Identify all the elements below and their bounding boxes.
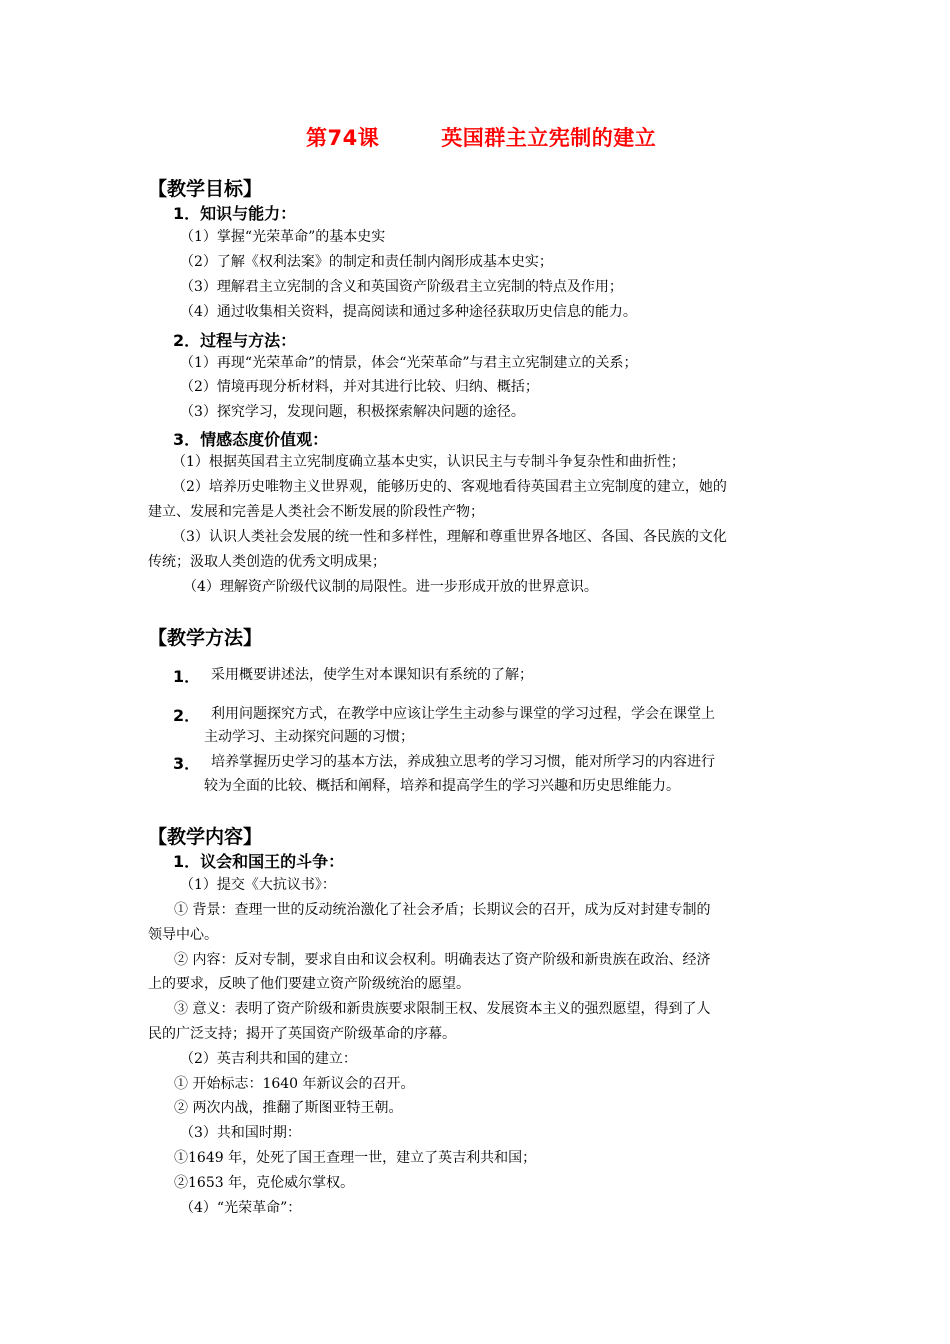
method-line: 较为全面的比较、概括和阐释，培养和提高学生的学习兴趣和历史思维能力。 (204, 778, 680, 794)
lesson-title (306, 122, 656, 152)
content-line: ③ 意义：表明了资产阶级和新贵族要求限制王权、发展资本主义的强烈愿望，得到了人 (174, 1001, 711, 1017)
content-line: ① 开始标志：1640 年新议会的召开。 (174, 1076, 415, 1092)
content-line: ① 背景：查理一世的反动统治激化了社会矛盾；长期议会的召开，成为反对封建专制的 (174, 902, 711, 918)
method-line: 培养掌握历史学习的基本方法，养成独立思考的学习习惯，能对所学习的内容进行 (211, 754, 715, 770)
content-section-label: 1．议会和国王的斗争： (173, 852, 345, 871)
content-line: ② 两次内战，推翻了斯图亚特王朝。 (174, 1100, 403, 1116)
goals-heading: 【教学目标】 (148, 178, 263, 200)
content-line: （2）英吉利共和国的建立： (180, 1051, 357, 1067)
content-line: （4）“光荣革命”： (180, 1200, 302, 1216)
content-line: 民的广泛支持；揭开了英国资产阶级革命的序幕。 (148, 1026, 456, 1042)
content-line: ② 内容：反对专制，要求自由和议会权利。明确表达了资产阶级和新贵族在政治、经济 (174, 952, 711, 968)
values-line: 建立、发展和完善是人类社会不断发展的阶段性产物； (148, 504, 484, 520)
knowledge-item: （3）理解君主立宪制的含义和英国资产阶级君主立宪制的特点及作用； (180, 279, 623, 295)
knowledge-item: （1）掌握“光荣革命”的基本史实 (180, 229, 386, 245)
process-item: （2）情境再现分析材料，并对其进行比较、归纳、概括； (180, 379, 539, 395)
values-line: （1）根据英国君主立宪制度确立基本史实，认识民主与专制斗争复杂性和曲折性； (172, 454, 685, 470)
content-line: （3）共和国时期： (180, 1125, 301, 1141)
values-line: 传统；汲取人类创造的优秀文明成果； (148, 554, 386, 570)
values-label: 3．情感态度价值观： (173, 430, 329, 449)
values-line: （4）理解资产阶级代议制的局限性。进一步形成开放的世界意识。 (183, 579, 598, 595)
method-line: 采用概要讲述法，使学生对本课知识有系统的了解； (211, 667, 533, 683)
method-number: 2． (173, 706, 201, 725)
content-line: ①1649 年，处死了国王查理一世，建立了英吉利共和国； (174, 1150, 537, 1166)
methods-heading: 【教学方法】 (148, 627, 263, 649)
method-number: 3． (173, 754, 201, 773)
values-line: （2）培养历史唯物主义世界观，能够历史的、客观地看待英国君主立宪制度的建立，她的 (172, 479, 727, 495)
process-item: （3）探究学习，发现问题，积极探索解决问题的途径。 (180, 404, 525, 420)
method-line: 主动学习、主动探究问题的习惯； (204, 729, 414, 745)
values-line: （3）认识人类社会发展的统一性和多样性，理解和尊重世界各地区、各国、各民族的文化 (172, 529, 727, 545)
knowledge-label: 1．知识与能力： (173, 204, 297, 223)
process-label: 2．过程与方法： (173, 331, 297, 350)
knowledge-item: （4）通过收集相关资料，提高阅读和通过多种途径获取历史信息的能力。 (180, 304, 637, 320)
lesson-number: 第74课 (306, 126, 380, 150)
process-item: （1）再现“光荣革命”的情景，体会“光荣革命”与君主立宪制建立的关系； (180, 355, 638, 371)
content-line: 领导中心。 (148, 927, 218, 943)
content-line: 上的要求，反映了他们要建立资产阶级统治的愿望。 (148, 976, 470, 992)
content-line: ②1653 年，克伦威尔掌权。 (174, 1175, 355, 1191)
method-line: 利用问题探究方式，在教学中应该让学生主动参与课堂的学习过程，学会在课堂上 (211, 706, 715, 722)
method-number: 1． (173, 667, 201, 686)
lesson-topic: 英国群主立宪制的建立 (441, 126, 657, 150)
knowledge-item: （2）了解《权利法案》的制定和责任制内阁形成基本史实； (180, 254, 553, 270)
content-heading: 【教学内容】 (148, 826, 263, 848)
content-line: （1）提交《大抗议书》： (180, 877, 336, 893)
